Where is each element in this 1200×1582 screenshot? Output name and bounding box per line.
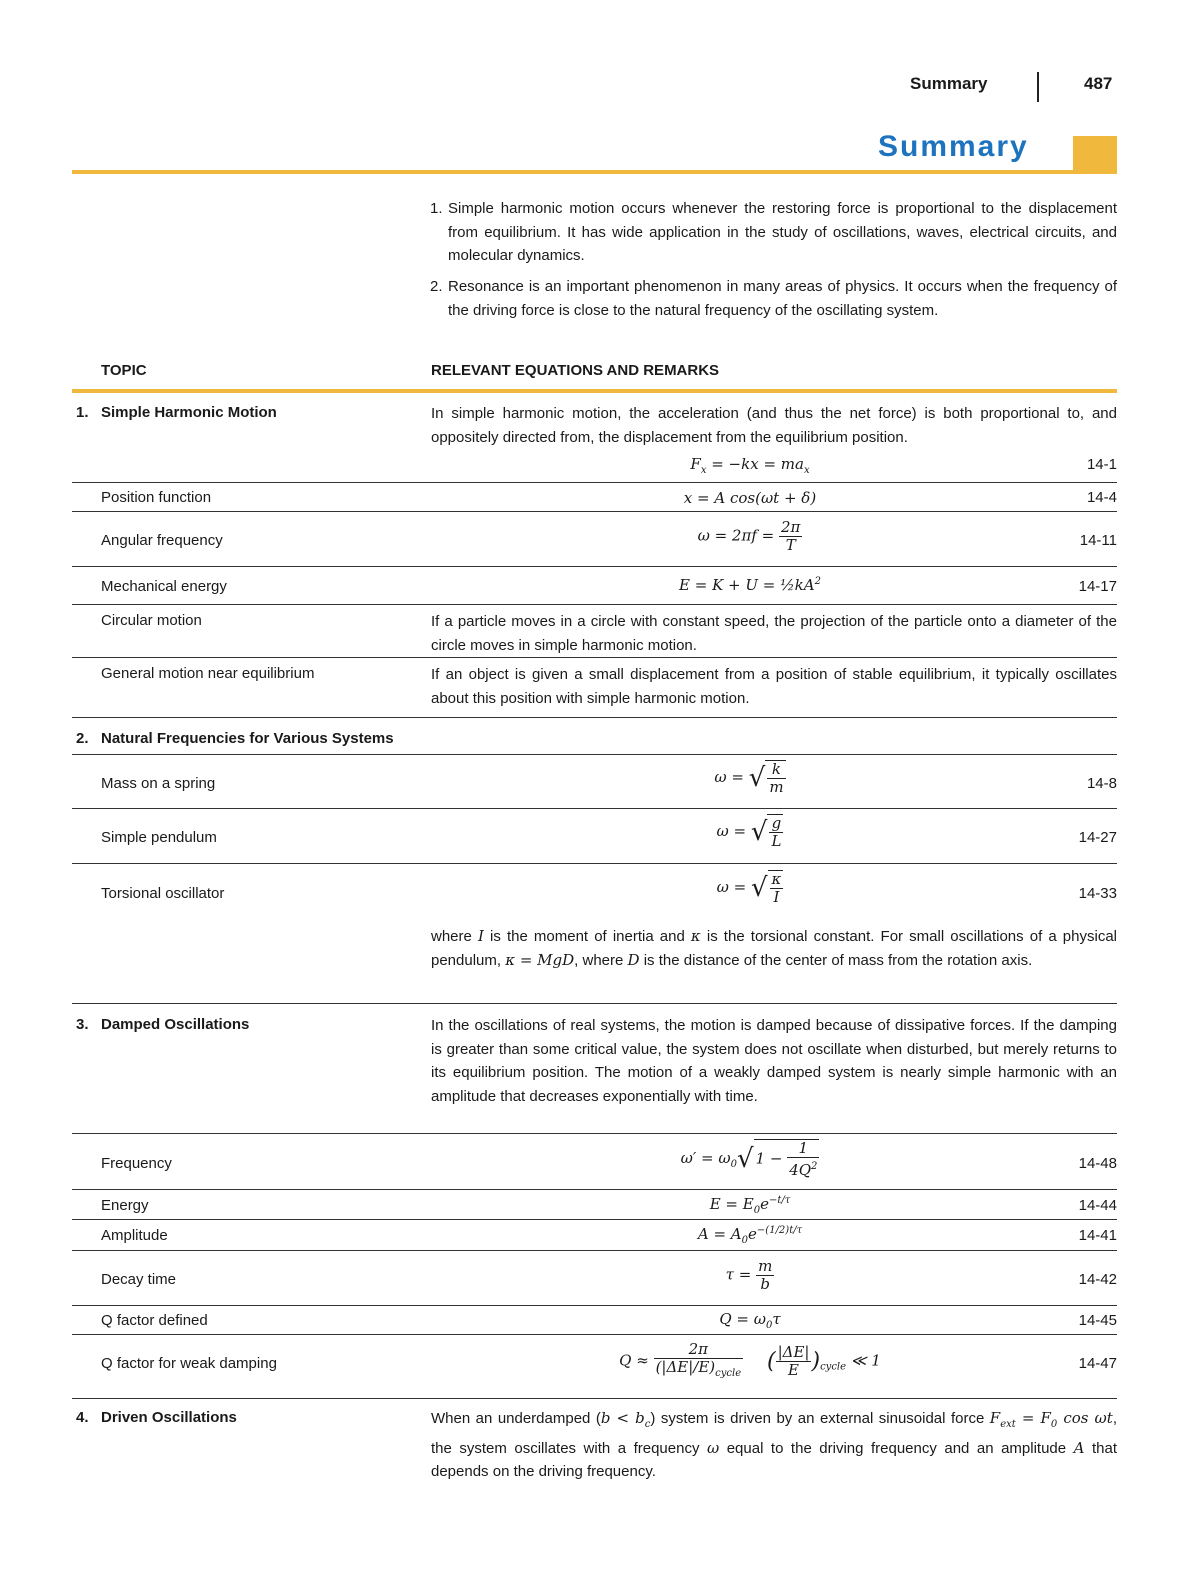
row-divider bbox=[72, 754, 1117, 755]
equation-number: 14-11 bbox=[1079, 532, 1117, 549]
row-divider bbox=[72, 1250, 1117, 1251]
row-divider bbox=[72, 1189, 1117, 1190]
equation-14-41: $A = A_0e^{-(1/2)t/\tau}$ bbox=[697, 1225, 803, 1246]
row-label-amplitude: Amplitude bbox=[101, 1227, 168, 1244]
row-divider bbox=[72, 1133, 1117, 1134]
section-2-title: Natural Frequencies for Various Systems bbox=[101, 730, 394, 747]
header-divider bbox=[1037, 72, 1039, 102]
equation-14-27: ω = √ $\frac{g}{L}$ bbox=[716, 814, 782, 850]
section-divider bbox=[72, 1003, 1117, 1004]
equation-14-17: $E = K + U = \frac{1}{2}kA^2$ bbox=[679, 576, 821, 594]
equation-number: 14-47 bbox=[1078, 1355, 1117, 1372]
row-divider bbox=[72, 604, 1117, 605]
equation-number: 14-33 bbox=[1078, 885, 1117, 902]
remarks-header: RELEVANT EQUATIONS AND REMARKS bbox=[431, 362, 720, 379]
row-label-general-motion: General motion near equilibrium bbox=[101, 665, 315, 682]
row-label-mechanical-energy: Mechanical energy bbox=[101, 578, 227, 595]
section-1-title: Simple Harmonic Motion bbox=[101, 404, 277, 421]
section-divider bbox=[72, 717, 1117, 718]
section-3-title: Damped Oscillations bbox=[101, 1016, 250, 1033]
equation-number: 14-45 bbox=[1078, 1312, 1117, 1329]
running-title: Summary bbox=[910, 74, 988, 93]
general-motion-text: If an object is given a small displacement from a position of stable equilibrium, it typically oscillates about this position with simple harmonic motion. bbox=[431, 666, 1117, 707]
row-divider bbox=[72, 1219, 1117, 1220]
intro-item-2: 2. Resonance is an important phenomenon in many areas of physics. It occurs when the frequency of the driving force is close to the natural frequency of the oscillating system. bbox=[430, 278, 1117, 319]
row-divider bbox=[72, 482, 1117, 483]
equation-14-47: Q ≈ $\frac{2\pi}{(|\Delta E|/E)_{cycle}}$ ( $\frac{|\Delta E|}{E}$ )$_{cycle}$ ≪ 1 bbox=[619, 1340, 881, 1379]
row-label-circular-motion: Circular motion bbox=[101, 612, 202, 629]
equation-14-42: τ = $\frac{m}{b}$ bbox=[725, 1257, 773, 1293]
page-number: 487 bbox=[1084, 74, 1113, 93]
equation-14-48: $\omega' = \omega_0√$ 1 − $\frac{1}{4Q^2}$ bbox=[680, 1139, 818, 1179]
row-divider bbox=[72, 511, 1117, 512]
row-divider bbox=[72, 1334, 1117, 1335]
topic-header: TOPIC bbox=[101, 362, 147, 379]
equation-number: 14-4 bbox=[1086, 489, 1117, 506]
equation-14-1: $F_x = -kx = ma_x$ bbox=[690, 455, 810, 476]
intro-item-1: 1. Simple harmonic motion occurs whenever the restoring force is proportional to the displacement from equilibrium. It has wide application in the study of oscillations, waves, electrical circuits, and molecular dynamics. bbox=[430, 200, 1117, 264]
equation-14-4: x = A cos(ωt + δ) bbox=[683, 489, 817, 507]
section-2-number: 2. bbox=[76, 730, 89, 747]
equation-number: 14-17 bbox=[1078, 578, 1117, 595]
section-1-number: 1. bbox=[76, 404, 89, 421]
row-label-torsional-oscillator: Torsional oscillator bbox=[101, 885, 225, 902]
section-4-title: Driven Oscillations bbox=[101, 1409, 237, 1426]
section-4-text: When an underdamped $(b < b_c)$ system is driven by an external sinusoidal force $F_{ext} = F_0$ cos ωt, the system oscillates with a frequency ω equal to the driving frequency and an amplitude A that depends on the driving frequency. bbox=[431, 1409, 1117, 1480]
equation-number: 14-8 bbox=[1086, 775, 1117, 792]
equation-number: 14-27 bbox=[1078, 829, 1117, 846]
section-1-text: In simple harmonic motion, the acceleration (and thus the net force) is both proportional to, and oppositely directed from, the displacement from the equilibrium position. bbox=[431, 405, 1117, 446]
equation-number: 14-48 bbox=[1078, 1155, 1117, 1172]
equation-number: 14-42 bbox=[1078, 1271, 1117, 1288]
row-label-angular-frequency: Angular frequency bbox=[101, 532, 223, 549]
equation-14-33: ω = √ $\frac{\kappa}{I}$ bbox=[716, 870, 782, 906]
row-divider bbox=[72, 1305, 1117, 1306]
row-label-q-factor-weak-damping: Q factor for weak damping bbox=[101, 1355, 277, 1372]
section-divider bbox=[72, 1398, 1117, 1399]
title-accent-block bbox=[1073, 136, 1117, 172]
title-rule bbox=[72, 170, 1117, 174]
row-label-mass-on-spring: Mass on a spring bbox=[101, 775, 216, 792]
equation-14-45: $Q = \omega_0\tau$ bbox=[719, 1310, 781, 1331]
row-label-decay-time: Decay time bbox=[101, 1271, 177, 1288]
circular-motion-text: If a particle moves in a circle with constant speed, the projection of the particle onto a diameter of the circle moves in simple harmonic motion. bbox=[431, 613, 1117, 654]
equation-14-11: ω = 2πf = $\frac{2\pi}{T}$ bbox=[697, 518, 801, 554]
equation-number: 14-1 bbox=[1086, 456, 1117, 473]
row-divider bbox=[72, 566, 1117, 567]
row-label-energy: Energy bbox=[101, 1197, 149, 1214]
page-title: Summary bbox=[878, 130, 1029, 163]
torsional-note: where I is the moment of inertia and κ is the torsional constant. For small oscillations of a physical pendulum, κ = MgD, where D is the distance of the center of mass from the rotation axis. bbox=[431, 927, 1117, 969]
equation-14-8: ω = √ $\frac{k}{m}$ bbox=[714, 760, 784, 796]
row-divider bbox=[72, 863, 1117, 864]
equation-number: 14-44 bbox=[1078, 1197, 1117, 1214]
row-label-q-factor-defined: Q factor defined bbox=[101, 1312, 208, 1329]
row-label-frequency: Frequency bbox=[101, 1155, 172, 1172]
section-4-number: 4. bbox=[76, 1409, 89, 1426]
equation-number: 14-41 bbox=[1078, 1227, 1117, 1244]
section-3-text: In the oscillations of real systems, the motion is damped because of dissipative forces. If the damping is greater than some critical value, the system does not oscillate when disturbed, but merely returns to its equilibrium position. The motion of a weakly damped system is nearly simple harmonic with an amplitude that decreases exponentially with time. bbox=[431, 1017, 1117, 1105]
section-3-number: 3. bbox=[76, 1016, 89, 1033]
row-label-simple-pendulum: Simple pendulum bbox=[101, 829, 217, 846]
equation-14-44: $E = E_0e^{-t/\tau}$ bbox=[709, 1195, 791, 1216]
row-label-position-function: Position function bbox=[101, 489, 212, 506]
row-divider bbox=[72, 657, 1117, 658]
row-divider bbox=[72, 808, 1117, 809]
table-header-rule bbox=[72, 389, 1117, 393]
